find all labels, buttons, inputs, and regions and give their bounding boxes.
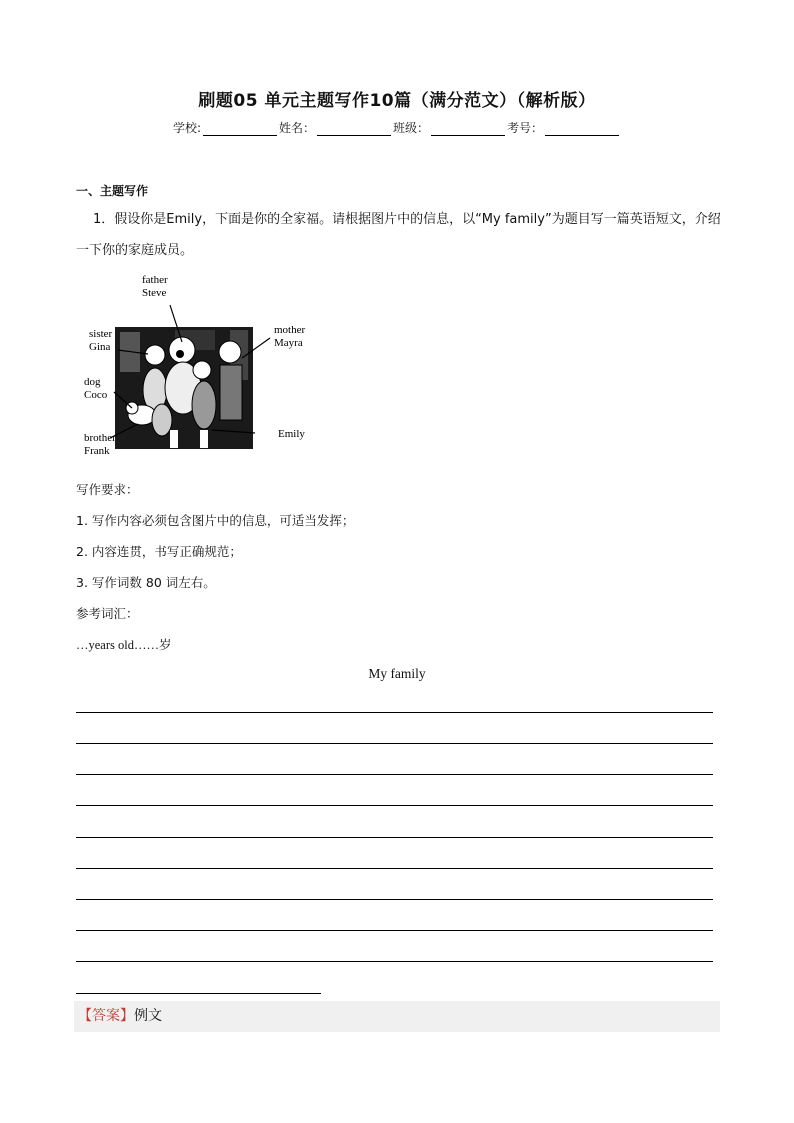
question-text: 1．假设你是Emily，下面是你的全家福。请根据图片中的信息，以“My family”为题目写一篇英语短文，介绍一下你的家庭成员。 [76,212,721,258]
label-emily: Emily [278,428,305,440]
label-father: father Steve [142,274,168,299]
writing-line-short[interactable] [76,993,321,994]
class-blank[interactable] [431,122,505,136]
requirement-item-3: 3. 写作词数 80 词左右。 [76,575,216,590]
essay-title: My family [368,666,426,681]
label-sister: sister Gina [89,328,113,353]
writing-line[interactable] [76,774,713,775]
vocab-heading: 参考词汇： [76,606,139,621]
label-dog: dog Coco [84,376,108,401]
answer-text: 例文 [134,1008,162,1024]
requirement-item-2: 2. 内容连贯，书写正确规范； [76,544,242,559]
writing-line[interactable] [76,930,713,931]
writing-line[interactable] [76,899,713,900]
answer-bar [74,1001,720,1032]
vocab-item: …years old……岁 [76,638,172,652]
writing-line[interactable] [76,743,713,744]
label-brother: brother Frank [84,432,116,457]
requirements-heading: 写作要求： [76,482,139,497]
family-photo-figure [80,270,320,462]
student-info-line [0,119,794,136]
answer-tag: 【答案】 [78,1008,134,1024]
school-blank[interactable] [203,122,277,136]
name-blank[interactable] [317,122,391,136]
writing-line[interactable] [76,712,713,713]
writing-line[interactable] [76,868,713,869]
class-label: 班级： [393,121,430,135]
exam-no-blank[interactable] [545,122,619,136]
document-title: 刷题05 单元主题写作10篇（满分范文）（解析版） [198,91,596,111]
school-label: 学校: [172,121,201,135]
writing-line[interactable] [76,837,713,838]
writing-line[interactable] [76,961,713,962]
label-mother: mother Mayra [274,324,306,349]
exam-no-label: 考号： [507,121,544,135]
name-label: 姓名： [279,121,316,135]
requirement-item-1: 1. 写作内容必须包含图片中的信息，可适当发挥； [76,513,355,528]
writing-line[interactable] [76,805,713,806]
section-heading: 一、主题写作 [76,184,149,198]
